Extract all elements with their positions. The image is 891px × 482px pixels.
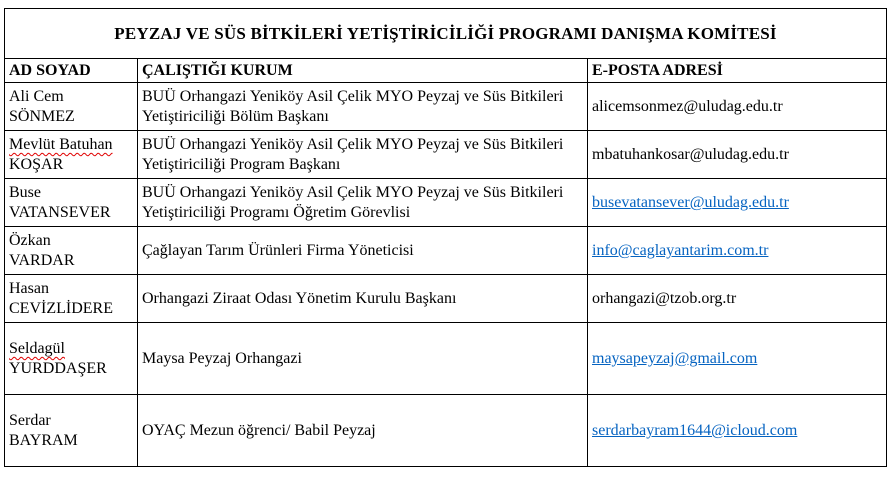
member-name-cell xyxy=(5,275,138,323)
member-first-name: Hasan xyxy=(9,280,49,297)
member-institution xyxy=(138,395,588,467)
member-first-name: Seldagül xyxy=(9,340,65,357)
member-institution xyxy=(138,131,588,179)
member-name-cell xyxy=(5,131,138,179)
table-title-row xyxy=(5,9,887,59)
member-last-name: SÖNMEZ xyxy=(9,108,75,125)
member-email-link[interactable]: serdarbayram1644@icloud.com xyxy=(592,422,798,439)
member-email-cell xyxy=(588,227,887,275)
member-name-cell xyxy=(5,83,138,131)
institution-text: BUÜ Orhangazi Yeniköy Asil Çelik MYO Peyzaj ve Süs Bitkileri Yetiştiriciliği Program Başkanı xyxy=(142,136,564,173)
table-row xyxy=(5,131,887,179)
member-email-cell xyxy=(588,323,887,395)
member-name-cell xyxy=(5,179,138,227)
member-email-cell xyxy=(588,275,887,323)
member-last-name: CEVİZLİDERE xyxy=(9,300,113,317)
member-email-link[interactable]: maysapeyzaj@gmail.com xyxy=(592,350,758,367)
member-first-name: Buse xyxy=(9,184,41,201)
header-email: E-POSTA ADRESİ xyxy=(588,59,887,83)
institution-text: BUÜ Orhangazi Yeniköy Asil Çelik MYO Peyzaj ve Süs Bitkileri Yetiştiriciliği Programı Öğretim Görevlisi xyxy=(142,184,564,221)
header-institution: ÇALIŞTIĞI KURUM xyxy=(138,59,588,83)
member-email-link[interactable]: info@caglayantarim.com.tr xyxy=(592,242,769,259)
table-header-row xyxy=(5,59,887,83)
header-name: AD SOYAD xyxy=(5,59,138,83)
member-institution xyxy=(138,179,588,227)
member-last-name: VARDAR xyxy=(9,252,75,269)
member-institution xyxy=(138,83,588,131)
member-email: alicemsonmez@uludag.edu.tr xyxy=(592,98,783,115)
advisory-committee-table xyxy=(4,8,887,467)
member-email-link[interactable]: busevatansever@uludag.edu.tr xyxy=(592,194,789,211)
member-email: mbatuhankosar@uludag.edu.tr xyxy=(592,146,789,163)
member-institution xyxy=(138,323,588,395)
institution-text: Çağlayan Tarım Ürünleri Firma Yöneticisi xyxy=(142,242,414,259)
member-first-name: Ali Cem xyxy=(9,88,64,105)
table-row xyxy=(5,323,887,395)
member-last-name: YURDDAŞER xyxy=(9,360,107,377)
member-last-name: KOŞAR xyxy=(9,156,64,173)
institution-text: Orhangazi Ziraat Odası Yönetim Kurulu Başkanı xyxy=(142,290,457,307)
table-row xyxy=(5,395,887,467)
member-name-cell xyxy=(5,227,138,275)
table-row xyxy=(5,83,887,131)
table-title: PEYZAJ VE SÜS BİTKİLERİ YETİŞTİRİCİLİĞİ PROGRAMI DANIŞMA KOMİTESİ xyxy=(5,9,887,59)
table-row xyxy=(5,179,887,227)
table-row xyxy=(5,275,887,323)
member-email-cell xyxy=(588,83,887,131)
member-email-cell xyxy=(588,395,887,467)
member-first-name: Mevlüt Batuhan xyxy=(9,136,113,153)
institution-text: Maysa Peyzaj Orhangazi xyxy=(142,350,302,367)
member-email-cell xyxy=(588,179,887,227)
institution-text: OYAÇ Mezun öğrenci/ Babil Peyzaj xyxy=(142,422,376,439)
member-institution xyxy=(138,227,588,275)
member-email: orhangazi@tzob.org.tr xyxy=(592,290,737,307)
institution-text: BUÜ Orhangazi Yeniköy Asil Çelik MYO Peyzaj ve Süs Bitkileri Yetiştiriciliği Bölüm Başkanı xyxy=(142,88,564,125)
table-row xyxy=(5,227,887,275)
member-last-name: VATANSEVER xyxy=(9,204,111,221)
member-institution xyxy=(138,275,588,323)
member-name-cell xyxy=(5,323,138,395)
member-last-name: BAYRAM xyxy=(9,432,78,449)
member-first-name: Özkan xyxy=(9,232,51,249)
member-first-name: Serdar xyxy=(9,412,51,429)
member-name-cell xyxy=(5,395,138,467)
member-email-cell xyxy=(588,131,887,179)
